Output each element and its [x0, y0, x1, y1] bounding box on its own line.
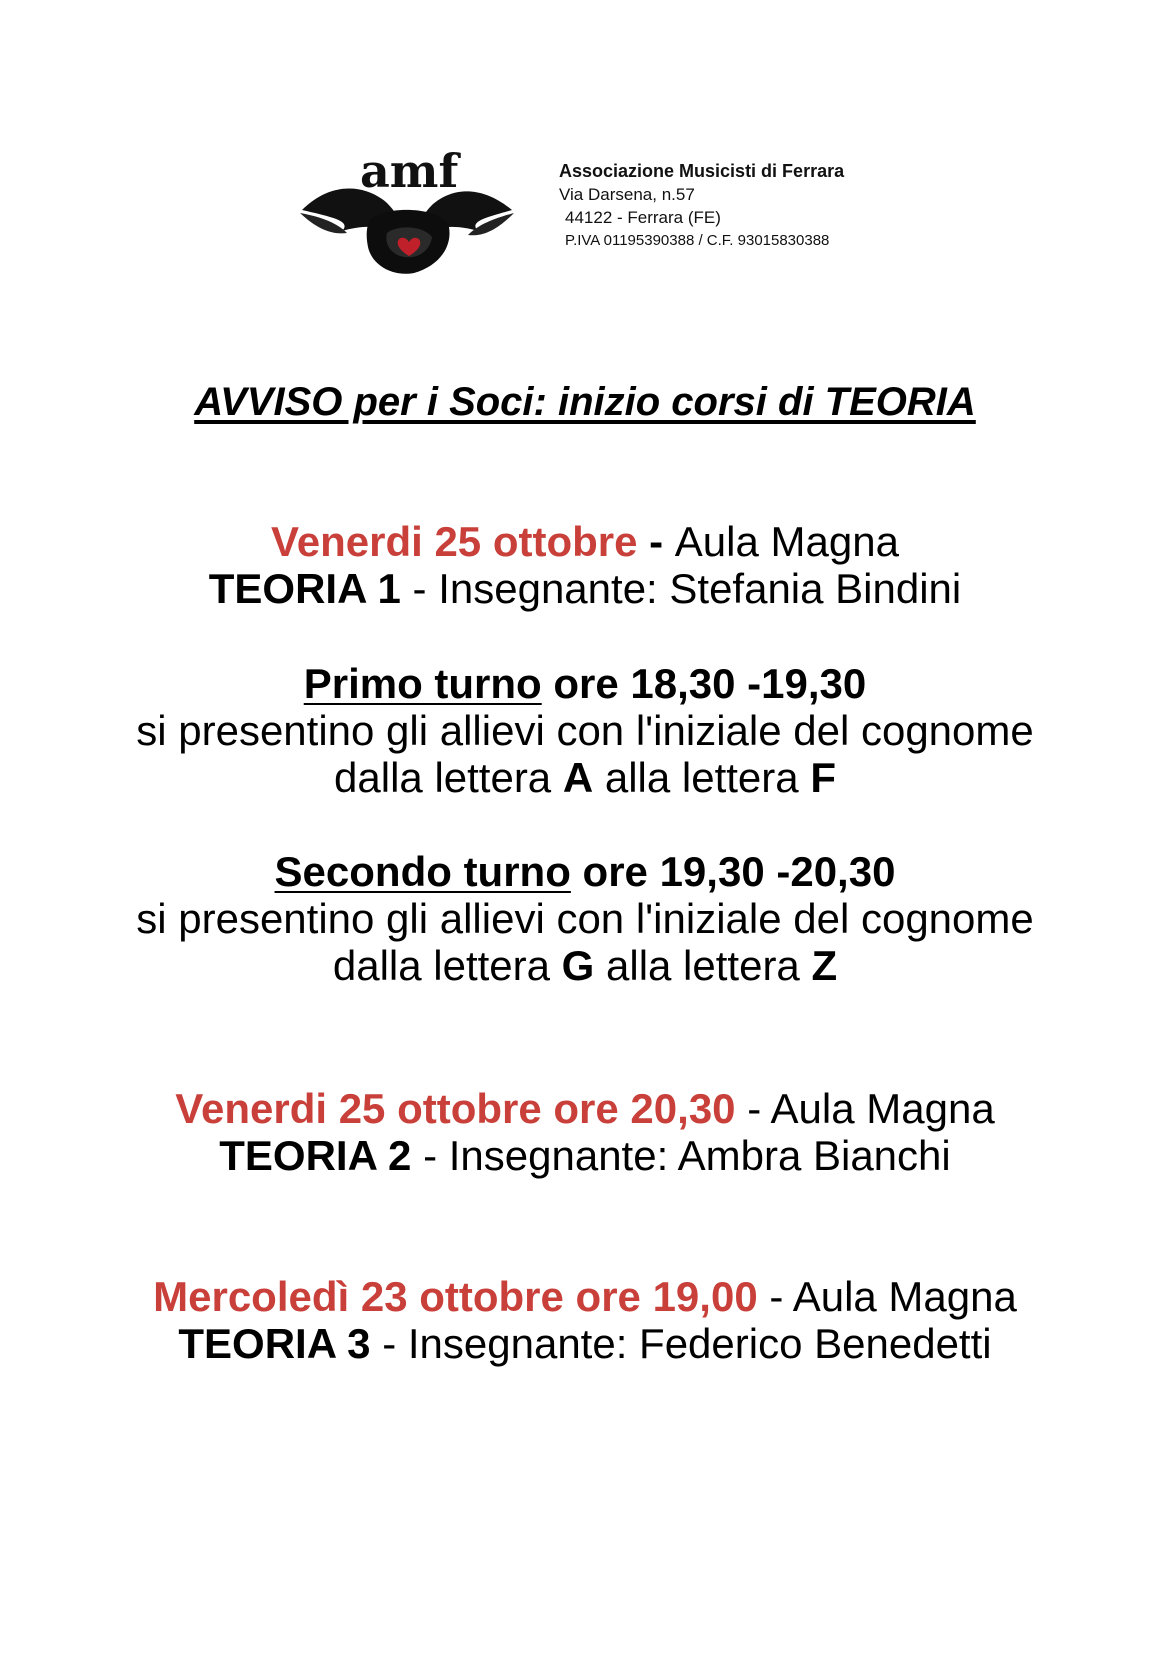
notice-title: AVVISO per i Soci: inizio corsi di TEORIA	[194, 380, 976, 424]
turno2-label: Secondo turno	[274, 848, 571, 895]
amf-logo	[292, 125, 522, 295]
teoria1-sep: -	[637, 518, 675, 565]
teoria1-course: TEORIA 1	[208, 565, 401, 612]
turno2-to-letter: Z	[811, 942, 838, 989]
turno1-time: ore 18,30 -19,30	[541, 660, 867, 707]
turno1-pre: dalla lettera	[334, 754, 563, 801]
teoria1-place: Aula Magna	[674, 518, 899, 565]
turno1-to-letter: F	[810, 754, 836, 801]
teoria3-date-line	[0, 1273, 1170, 1321]
org-tax-ids: P.IVA 01195390388 / C.F. 93015830388	[565, 232, 830, 249]
turno2-mid: alla lettera	[594, 942, 812, 989]
teoria3-teacher: - Insegnante: Federico Benedetti	[370, 1320, 992, 1367]
turno2-pre: dalla lettera	[332, 942, 562, 989]
turno2-letters	[0, 942, 1170, 990]
teoria2-course: TEORIA 2	[219, 1132, 412, 1179]
turno2-instructions: si presentino gli allievi con l'iniziale del cognome	[136, 895, 1034, 942]
organization-info	[559, 160, 844, 252]
turno2-heading	[0, 848, 1170, 896]
teoria2-teacher: - Insegnante: Ambra Bianchi	[411, 1132, 951, 1179]
turno2-from-letter: G	[561, 942, 595, 989]
turno1-label: Primo turno	[303, 660, 542, 707]
teoria2-place: - Aula Magna	[735, 1085, 995, 1132]
turno1-mid: alla lettera	[593, 754, 811, 801]
teoria2-date-line	[0, 1085, 1170, 1133]
teoria1-date: Venerdi 25 ottobre	[271, 518, 638, 565]
teoria2-date: Venerdi 25 ottobre ore 20,30	[175, 1085, 736, 1132]
org-address: Via Darsena, n.57	[559, 185, 695, 204]
org-city: 44122 - Ferrara (FE)	[565, 208, 721, 227]
teoria3-course: TEORIA 3	[178, 1320, 371, 1367]
turno1-heading	[0, 660, 1170, 708]
teoria1-course-line	[0, 565, 1170, 613]
org-name: Associazione Musicisti di Ferrara	[559, 161, 845, 181]
teoria3-place: - Aula Magna	[757, 1273, 1017, 1320]
amf-logo-graphic	[292, 125, 522, 295]
teoria1-date-line	[0, 518, 1170, 566]
teoria2-course-line	[0, 1132, 1170, 1180]
teoria3-course-line	[0, 1320, 1170, 1368]
teoria3-date: Mercoledì 23 ottobre ore 19,00	[153, 1273, 758, 1320]
logo-text: amf	[360, 144, 459, 198]
turno2-time: ore 19,30 -20,30	[570, 848, 896, 895]
turno1-instructions: si presentino gli allievi con l'iniziale del cognome	[136, 707, 1034, 754]
teoria1-teacher: - Insegnante: Stefania Bindini	[400, 565, 962, 612]
turno1-from-letter: A	[562, 754, 594, 801]
turno1-letters	[0, 754, 1170, 802]
